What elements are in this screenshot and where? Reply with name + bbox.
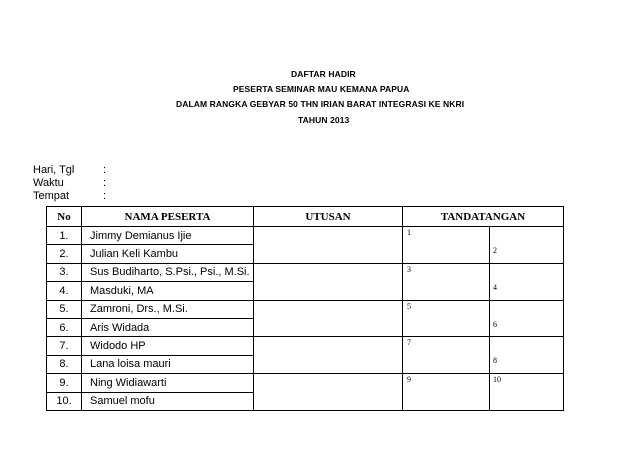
participant-name: Sus Budiharto, S.Psi., Psi., M.Si. bbox=[82, 263, 254, 281]
meta-waktu bbox=[33, 177, 107, 189]
row-number: 7. bbox=[47, 337, 82, 355]
signature-number: 10 bbox=[493, 375, 501, 385]
table-row bbox=[47, 227, 564, 245]
meta-hari-tgl bbox=[33, 164, 107, 176]
signature-number: 7 bbox=[407, 338, 411, 348]
utusan-cell bbox=[254, 227, 403, 264]
title-line-2: PESERTA SEMINAR MAU KEMANA PAPUA bbox=[233, 84, 410, 94]
utusan-cell bbox=[254, 337, 403, 374]
table-row bbox=[47, 374, 564, 392]
signature-number: 3 bbox=[407, 264, 411, 274]
signature-cell-right bbox=[490, 227, 564, 264]
row-number: 8. bbox=[47, 355, 82, 373]
row-number: 10. bbox=[47, 392, 82, 410]
signature-number: 5 bbox=[407, 301, 411, 311]
table-header-row bbox=[47, 207, 564, 227]
row-number: 1. bbox=[47, 227, 82, 245]
title-line-1: DAFTAR HADIR bbox=[291, 69, 356, 79]
signature-cell-right bbox=[490, 374, 564, 411]
meta-label: Waktu bbox=[33, 177, 64, 189]
participant-name: Aris Widada bbox=[82, 318, 254, 336]
participant-name: Julian Keli Kambu bbox=[82, 245, 254, 263]
meta-label: Hari, Tgl bbox=[33, 164, 75, 176]
participant-name: Samuel mofu bbox=[82, 392, 254, 410]
utusan-cell bbox=[254, 300, 403, 337]
row-number: 3. bbox=[47, 263, 82, 281]
header-tandatangan: TANDATANGAN bbox=[403, 207, 564, 227]
meta-colon: : bbox=[103, 177, 107, 189]
row-number: 5. bbox=[47, 300, 82, 318]
participant-name: Lana loisa mauri bbox=[82, 355, 254, 373]
row-number: 2. bbox=[47, 245, 82, 263]
title-line-3: DALAM RANGKA GEBYAR 50 THN IRIAN BARAT INTEGRASI KE NKRI bbox=[176, 99, 465, 109]
row-number: 9. bbox=[47, 374, 82, 392]
header-nama-peserta: NAMA PESERTA bbox=[82, 207, 254, 227]
participant-name: Widodo HP bbox=[82, 337, 254, 355]
table-row bbox=[47, 337, 564, 355]
signature-cell-left bbox=[403, 300, 490, 337]
signature-number: 6 bbox=[493, 319, 497, 329]
signature-cell-right bbox=[490, 337, 564, 374]
participant-name: Ning Widiawarti bbox=[82, 374, 254, 392]
signature-cell-right bbox=[490, 300, 564, 337]
signature-cell-left bbox=[403, 263, 490, 300]
participant-name: Jimmy Demianus Ijie bbox=[82, 227, 254, 245]
signature-cell-left bbox=[403, 374, 490, 411]
signature-cell-right bbox=[490, 263, 564, 300]
signature-number: 9 bbox=[407, 375, 411, 385]
signature-cell-left bbox=[403, 337, 490, 374]
row-number: 4. bbox=[47, 282, 82, 300]
meta-colon: : bbox=[103, 164, 107, 176]
signature-number: 2 bbox=[493, 246, 497, 255]
participant-name: Zamroni, Drs., M.Si. bbox=[82, 300, 254, 318]
meta-tempat bbox=[33, 190, 107, 202]
table-row bbox=[47, 263, 564, 281]
signature-number: 1 bbox=[407, 228, 411, 237]
signature-number: 4 bbox=[493, 282, 497, 292]
attendance-table bbox=[46, 206, 564, 411]
signature-number: 8 bbox=[493, 356, 497, 366]
title-line-4: TAHUN 2013 bbox=[298, 115, 350, 125]
row-number: 6. bbox=[47, 318, 82, 336]
meta-label: Tempat bbox=[33, 190, 70, 202]
header-utusan: UTUSAN bbox=[254, 207, 403, 227]
table-row bbox=[47, 300, 564, 318]
participant-name: Masduki, MA bbox=[82, 282, 254, 300]
utusan-cell bbox=[254, 374, 403, 411]
signature-cell-left bbox=[403, 227, 490, 264]
utusan-cell bbox=[254, 263, 403, 300]
meta-colon: : bbox=[103, 190, 107, 202]
header-no: No bbox=[47, 207, 82, 227]
